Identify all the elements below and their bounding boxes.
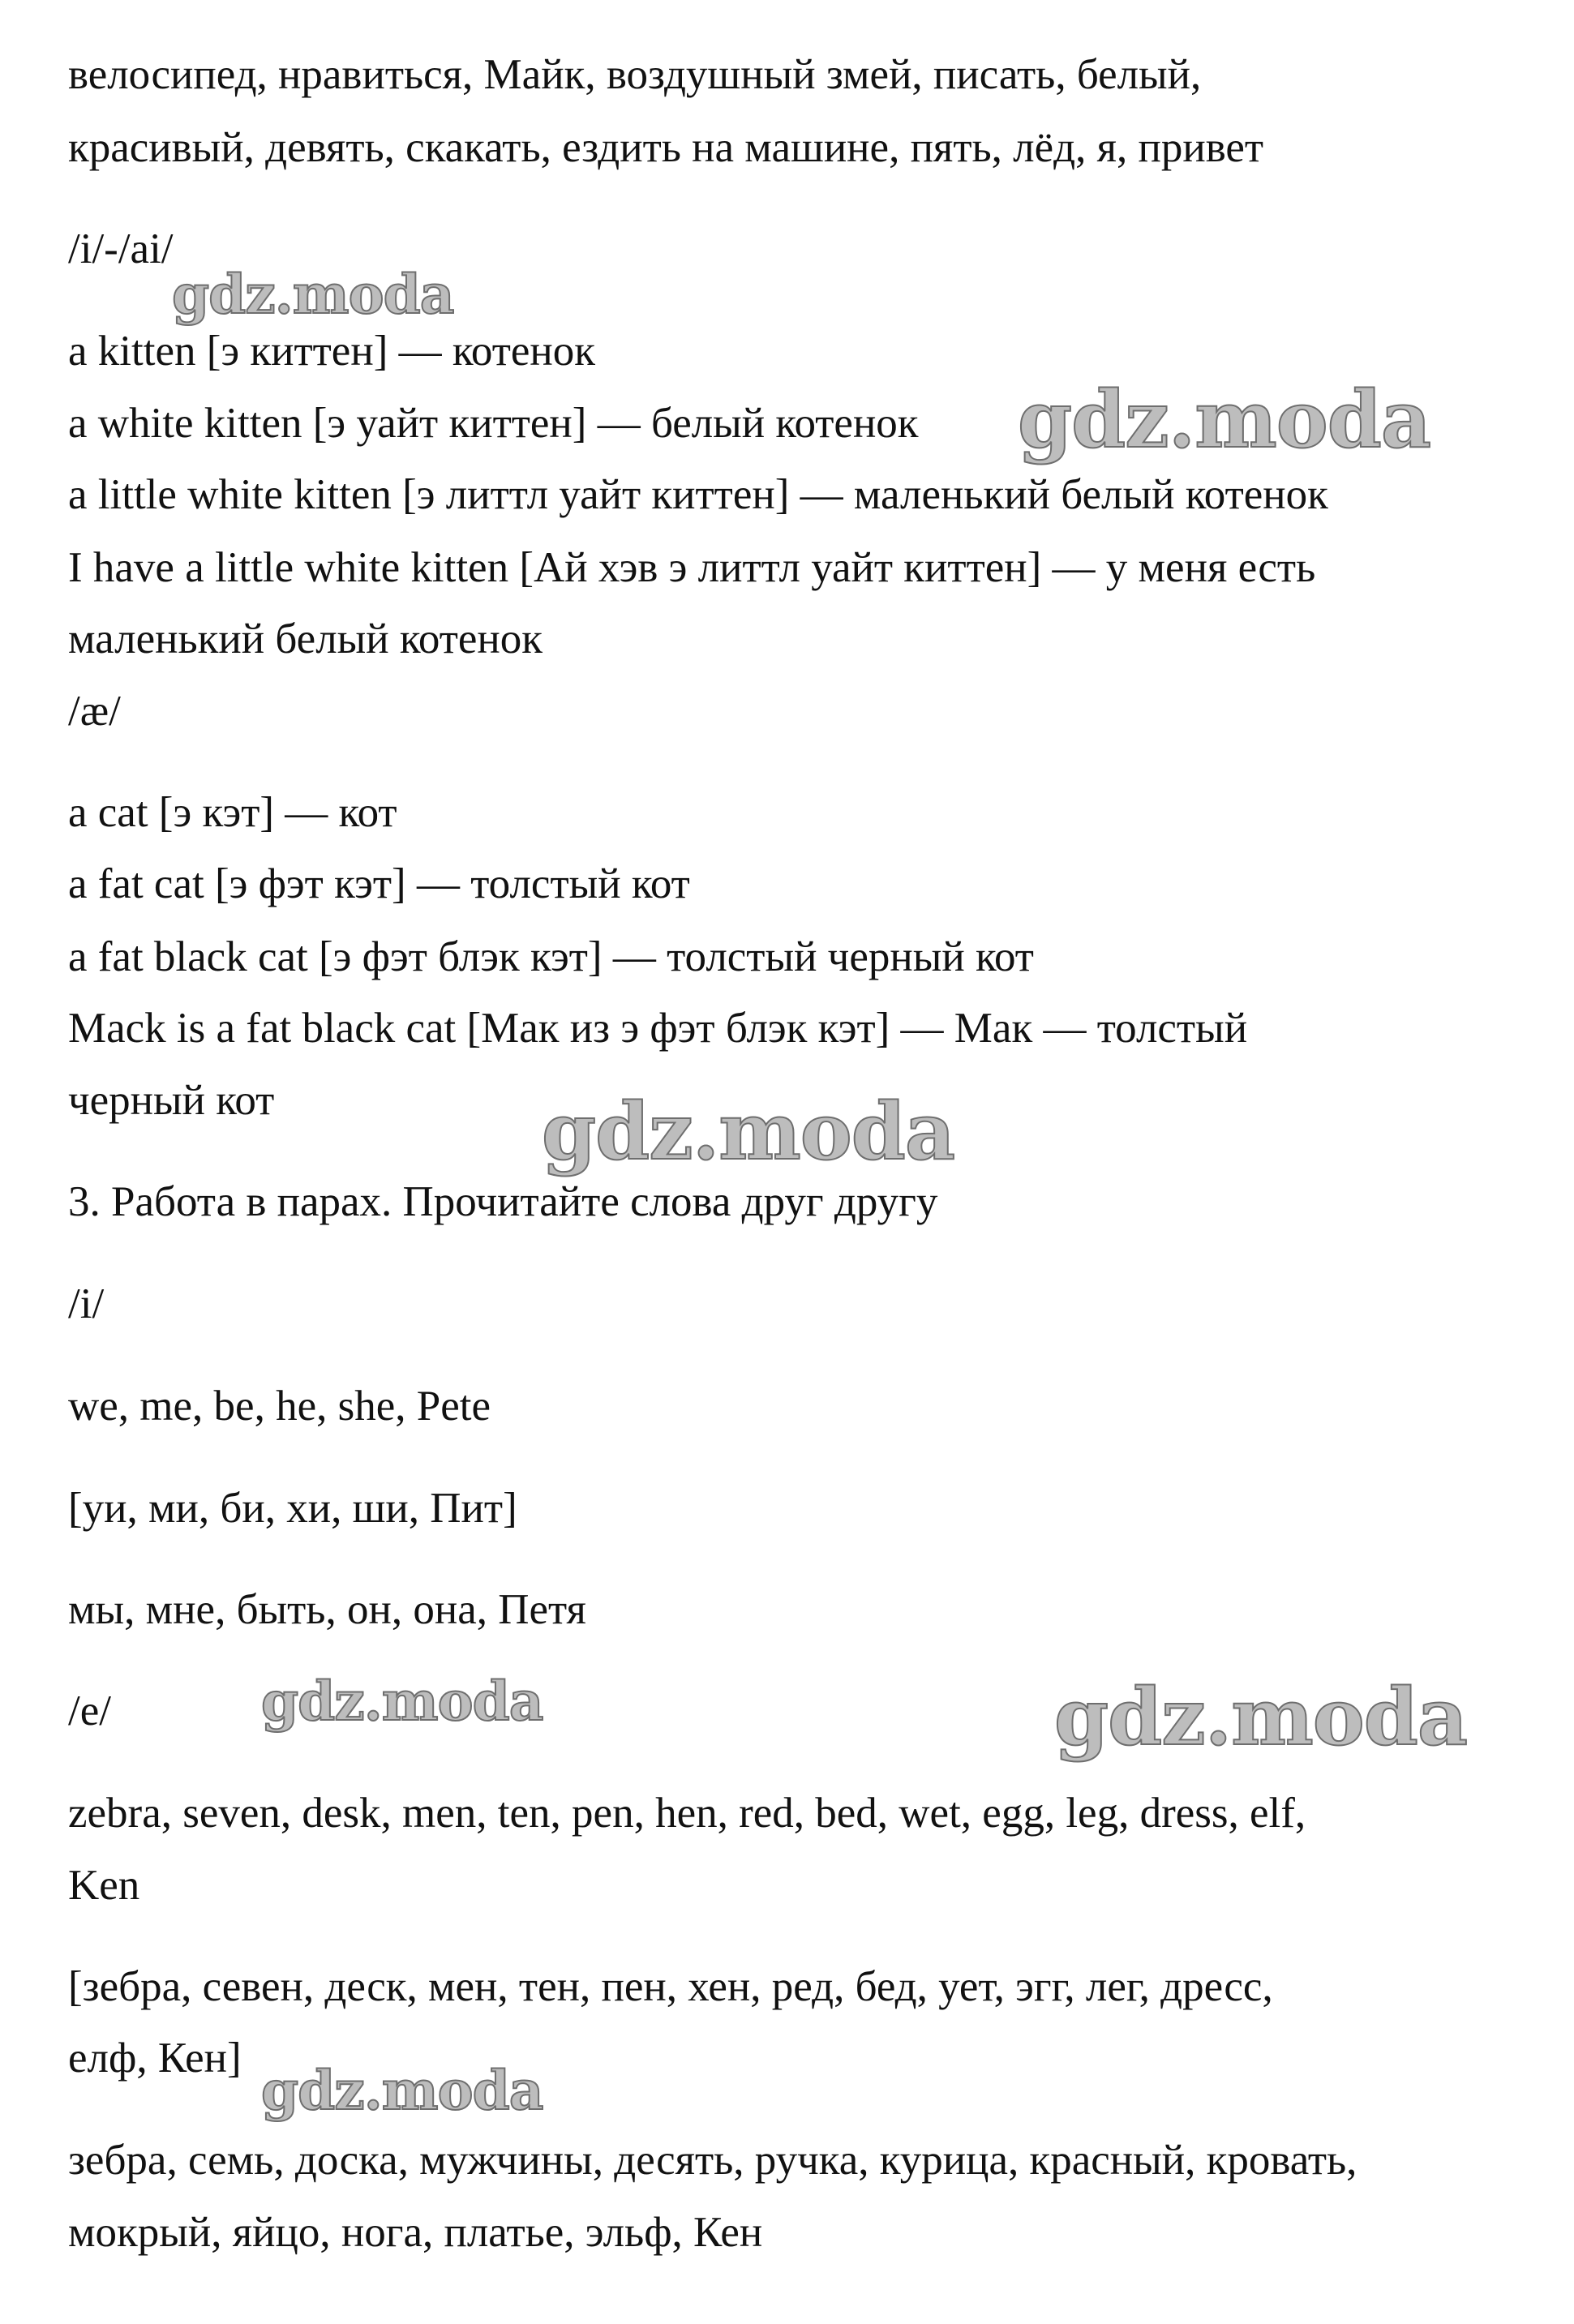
text-line-6: a little white kitten [э литтл уайт киттен] — маленький белый котенок xyxy=(68,471,1328,518)
text-line-20: /e/ xyxy=(68,1687,111,1734)
text-line-19: мы, мне, быть, он, она, Петя xyxy=(68,1586,586,1633)
text-line-10: a cat [э кэт] — кот xyxy=(68,789,397,836)
text-line-22: Ken xyxy=(68,1862,140,1909)
watermark-2: gdz.moda xyxy=(1018,374,1431,465)
text-line-26: мокрый, яйцо, нога, платье, эльф, Кен xyxy=(68,2209,763,2256)
watermark-5: gdz.moda xyxy=(1054,1671,1468,1763)
text-line-15: 3. Работа в парах. Прочитайте слова друг другу xyxy=(68,1178,938,1225)
text-line-7: I have a little white kitten [Ай хэв э литтл уайт киттен] — у меня есть xyxy=(68,544,1316,591)
text-line-8: маленький белый котенок xyxy=(68,615,543,662)
text-line-17: we, me, be, he, she, Pete xyxy=(68,1383,491,1430)
text-line-12: a fat black cat [э фэт блэк кэт] — толстый черный кот xyxy=(68,933,1034,980)
text-line-24: елф, Кен] xyxy=(68,2035,242,2082)
watermark-4: gdz.moda xyxy=(261,1670,543,1733)
text-line-18: [уи, ми, би, хи, ши, Пит] xyxy=(68,1485,517,1532)
text-line-11: a fat cat [э фэт кэт] — толстый кот xyxy=(68,860,690,907)
text-line-9: /æ/ xyxy=(68,688,121,735)
text-line-25: зебра, семь, доска, мужчины, десять, ручка, курица, красный, кровать, xyxy=(68,2137,1357,2184)
text-line-5: a white kitten [э уайт киттен] — белый котенок xyxy=(68,400,919,447)
text-line-21: zebra, seven, desk, men, ten, pen, hen, red, bed, wet, egg, leg, dress, elf, xyxy=(68,1790,1306,1837)
text-line-14: черный кот xyxy=(68,1077,275,1124)
text-line-2: красивый, девять, скакать, ездить на машине, пять, лёд, я, привет xyxy=(68,124,1264,171)
watermark-1: gdz.moda xyxy=(172,263,454,326)
watermark-3: gdz.moda xyxy=(542,1086,955,1177)
text-line-16: /i/ xyxy=(68,1280,105,1327)
text-line-13: Mack is a fat black cat [Мак из э фэт блэк кэт] — Мак — толстый xyxy=(68,1005,1248,1052)
text-line-3: /i/-/ai/ xyxy=(68,225,174,272)
watermark-6: gdz.moda xyxy=(261,2059,543,2122)
text-line-23: [зебра, севен, деск, мен, тен, пен, хен, ред, бед, ует, эгг, лег, дресс, xyxy=(68,1963,1273,2010)
text-line-4: a kitten [э киттен] — котенок xyxy=(68,328,596,375)
text-line-1: велосипед, нравиться, Майк, воздушный змей, писать, белый, xyxy=(68,51,1202,98)
